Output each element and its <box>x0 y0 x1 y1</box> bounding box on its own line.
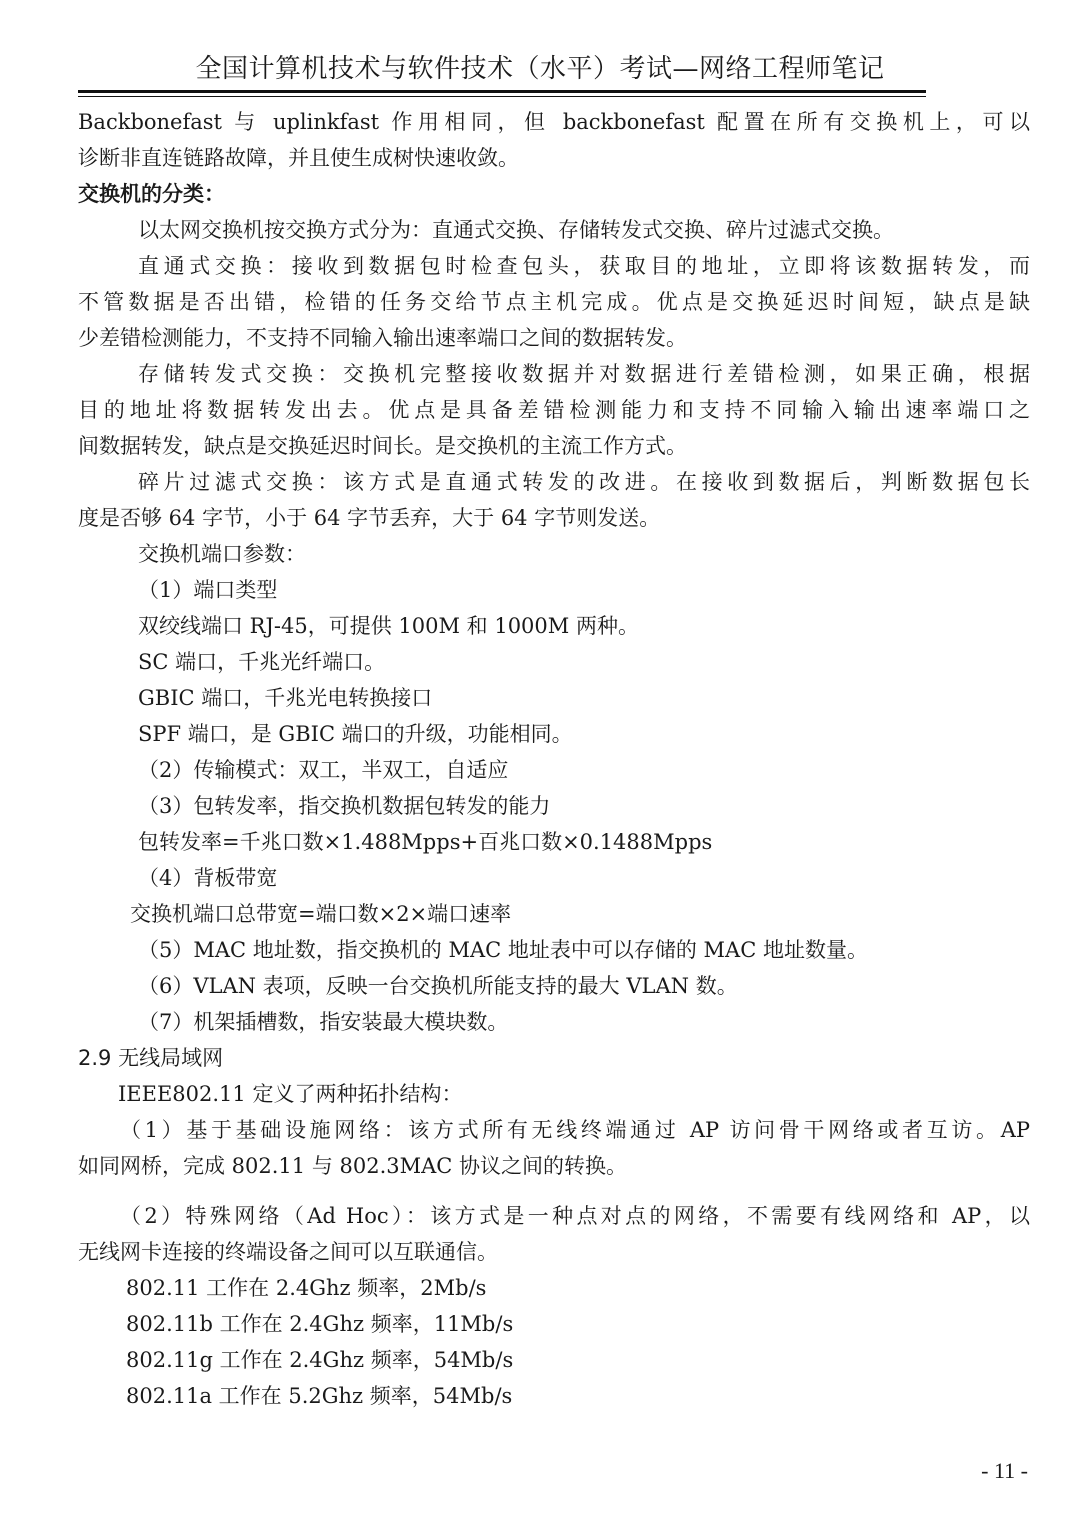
body-line: 碎片过滤式交换：该方式是直通式转发的改进。在接收到数据后，判断数据包长 <box>138 470 1030 494</box>
body-line: 以太网交换机按交换方式分为：直通式交换、存储转发式交换、碎片过滤式交换。 <box>138 218 894 242</box>
header-rule-thick <box>78 90 926 93</box>
body-line: SPF 端口，是 GBIC 端口的升级，功能相同。 <box>138 722 573 746</box>
body-line: 存储转发式交换：交换机完整接收数据并对数据进行差错检测，如果正确，根据 <box>138 362 1030 386</box>
body-line: GBIC 端口，千兆光电转换接口 <box>138 686 433 710</box>
body-line: 度是否够 64 字节，小于 64 字节丢弃，大于 64 字节则发送。 <box>78 506 661 530</box>
paragraph-gap <box>78 1184 1030 1198</box>
standard-line: 802.11 工作在 2.4Ghz 频率，2Mb/s <box>126 1276 487 1300</box>
header-rule-thin <box>78 96 926 97</box>
list-item: （2）特殊网络（Ad Hoc）：该方式是一种点对点的网络，不需要有线网络和 AP，以 <box>120 1204 1030 1228</box>
body-line: 直通式交换：接收到数据包时检查包头，获取目的地址，立即将该数据转发，而 <box>138 254 1030 278</box>
section-heading: 2.9 无线局域网 <box>78 1046 224 1070</box>
page-number: - 11 - <box>981 1458 1028 1483</box>
formula-line: 包转发率=千兆口数×1.488Mpps+百兆口数×0.1488Mpps <box>138 830 713 854</box>
body-line: 不管数据是否出错，检错的任务交给节点主机完成。优点是交换延迟时间短，缺点是缺 <box>78 290 1030 314</box>
list-item: （6）VLAN 表项，反映一台交换机所能支持的最大 VLAN 数。 <box>138 974 738 998</box>
list-item: （3）包转发率，指交换机数据包转发的能力 <box>138 794 551 818</box>
list-item: （1）端口类型 <box>138 578 278 602</box>
body-line: 目的地址将数据转发出去。优点是具备差错检测能力和支持不同输入输出速率端口之 <box>78 398 1030 422</box>
formula-line: 交换机端口总带宽=端口数×2×端口速率 <box>130 902 512 926</box>
standard-line: 802.11b 工作在 2.4Ghz 频率，11Mb/s <box>126 1312 514 1336</box>
body-line: 交换机端口参数： <box>138 542 306 566</box>
body-line: 诊断非直连链路故障，并且使生成树快速收敛。 <box>78 146 519 170</box>
body-line: 少差错检测能力，不支持不同输入输出速率端口之间的数据转发。 <box>78 326 687 350</box>
body-line: SC 端口，千兆光纤端口。 <box>138 650 386 674</box>
body-line: 如同网桥，完成 802.11 与 802.3MAC 协议之间的转换。 <box>78 1154 628 1178</box>
section-heading: 交换机的分类： <box>78 182 225 206</box>
list-item: （5）MAC 地址数，指交换机的 MAC 地址表中可以存储的 MAC 地址数量。 <box>138 938 868 962</box>
body-line: Backbonefast 与 uplinkfast 作用相同，但 backbonefast 配置在所有交换机上，可以 <box>78 110 1030 134</box>
list-item: （7）机架插槽数，指安装最大模块数。 <box>138 1010 509 1034</box>
body-line: 双绞线端口 RJ-45，可提供 100M 和 1000M 两种。 <box>138 614 639 638</box>
running-header: 全国计算机技术与软件技术（水平）考试—网络工程师笔记 <box>195 54 885 84</box>
list-item: （2）传输模式：双工，半双工，自适应 <box>138 758 509 782</box>
body-line: 无线网卡连接的终端设备之间可以互联通信。 <box>78 1240 498 1264</box>
standard-line: 802.11a 工作在 5.2Ghz 频率，54Mb/s <box>126 1384 513 1408</box>
list-item: （1）基于基础设施网络：该方式所有无线终端通过 AP 访问骨干网络或者互访。AP <box>120 1118 1030 1142</box>
page-body <box>78 104 1030 1414</box>
list-item: （4）背板带宽 <box>138 866 278 890</box>
body-line: 间数据转发，缺点是交换延迟时间长。是交换机的主流工作方式。 <box>78 434 687 458</box>
body-line: IEEE802.11 定义了两种拓扑结构： <box>118 1082 463 1106</box>
standard-line: 802.11g 工作在 2.4Ghz 频率，54Mb/s <box>126 1348 514 1372</box>
